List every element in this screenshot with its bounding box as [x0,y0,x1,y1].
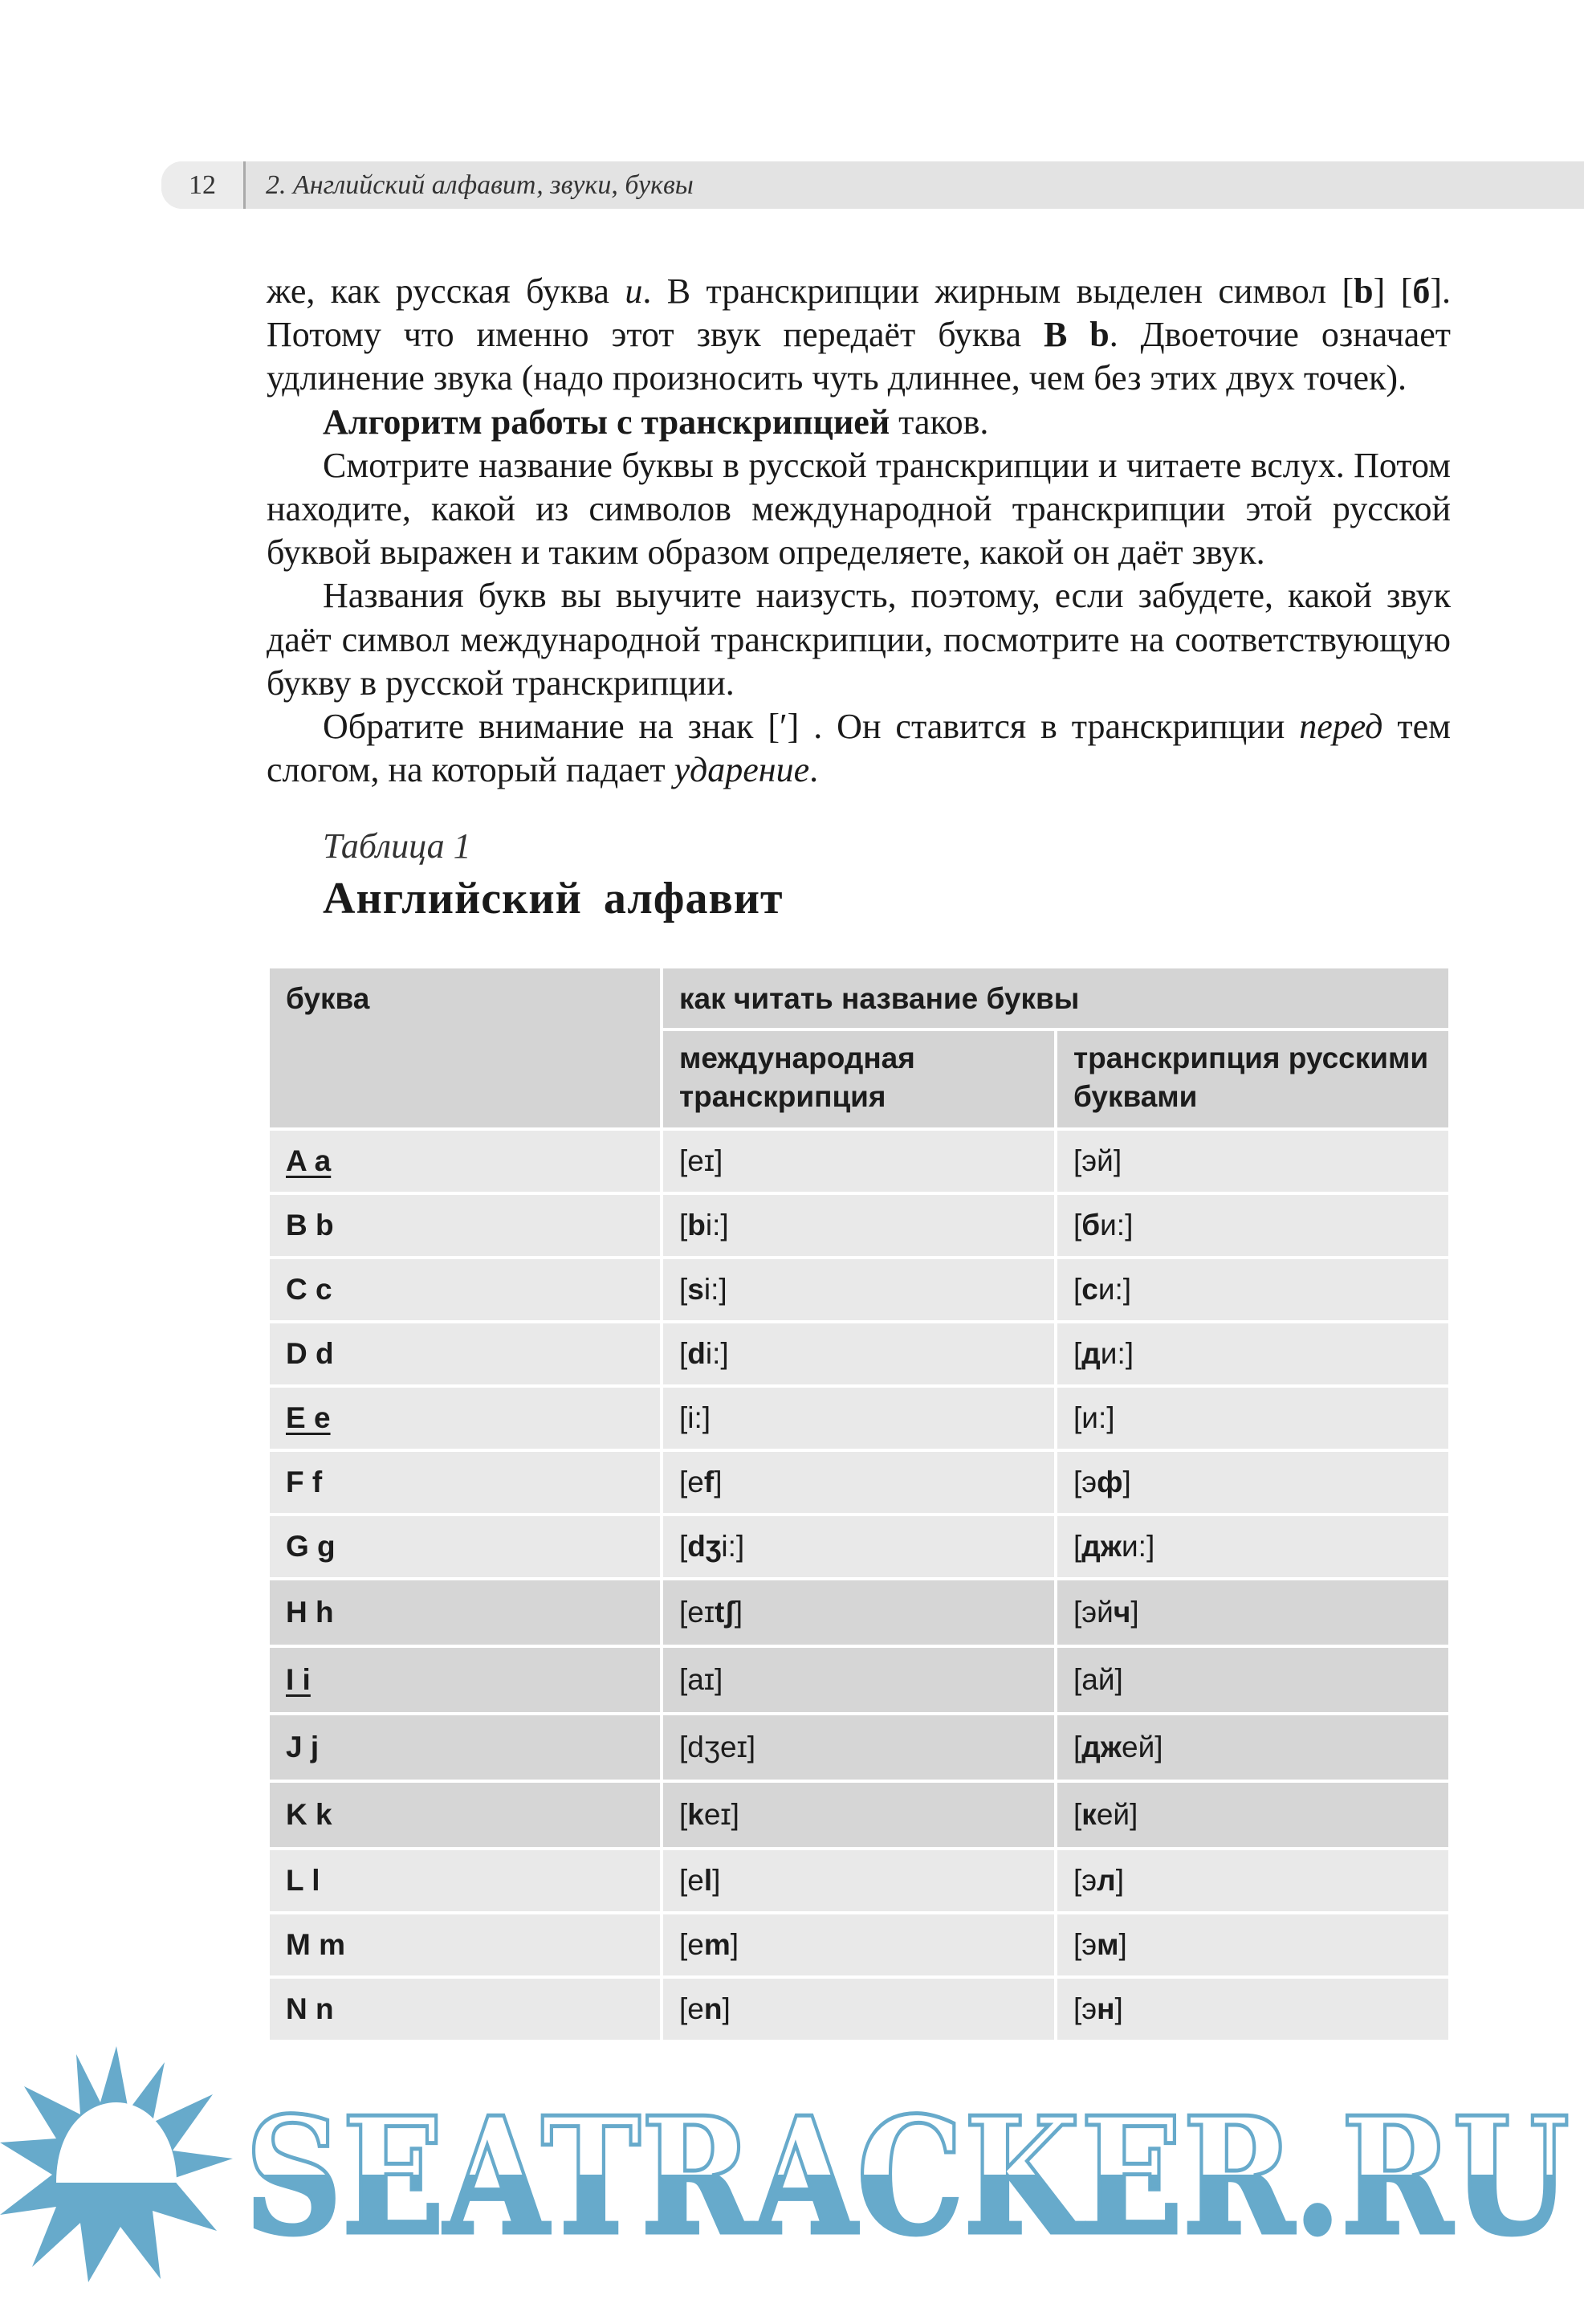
transcription-bold: d [687,1337,706,1371]
text: же, как русская буква [267,271,625,311]
transcription-text: [i:] [679,1401,711,1435]
header-russian: транскрипция русскими буквами [1057,1031,1448,1127]
transcription-bold: н [1097,1992,1115,2026]
table-row [270,1452,1448,1513]
transcription-text: ] [714,1466,723,1499]
cell-international [663,1259,1054,1320]
cell-letter [270,1979,660,2040]
transcription-text: ] [1122,1466,1131,1499]
letter-text: C c [286,1273,332,1307]
letter-text: A a [286,1144,332,1178]
transcription-text: ] [1114,1992,1123,2026]
cell-russian [1057,1259,1448,1320]
watermark-text: SEATRACKER.RU [245,2082,1570,2272]
transcription-text: [ [679,1209,688,1242]
table-row [270,1783,1448,1847]
text: тем слогом, на который падает [267,707,1452,790]
cell-international [663,1783,1054,1847]
cell-letter [270,1648,660,1712]
cell-russian [1057,1452,1448,1513]
transcription-text: [ [1073,1273,1082,1307]
text: Обратите внимание на знак [ʹ] . Он ставится в транскрипции [323,707,1300,747]
letter-text: B b [286,1209,334,1242]
cell-letter [270,1580,660,1645]
cell-russian [1057,1850,1448,1911]
text-italic: ударение [674,750,810,790]
letter-text: J j [286,1731,320,1764]
text-bold: B b [1043,315,1110,355]
cell-russian [1057,1516,1448,1577]
cell-letter [270,1850,660,1911]
table-row [270,1131,1448,1192]
cell-letter [270,1323,660,1384]
transcription-text: и:] [1097,1273,1132,1307]
cell-international [663,1715,1054,1780]
transcription-text: ей] [1122,1731,1163,1764]
transcription-text: [ [1073,1337,1082,1371]
letter-text: H h [286,1596,334,1629]
cell-letter [270,1452,660,1513]
text-italic: перед [1299,707,1383,747]
table-row [270,1914,1448,1975]
cell-russian [1057,1388,1448,1449]
transcription-bold: м [1097,1928,1119,1962]
cell-international [663,1131,1054,1192]
paragraph: Смотрите название буквы в русской транскрипции и читаете вслух. Потом находите, какой из символов международной транскрипции этой русской буквой выражен и таким образом определяете, какой он даёт звук. [267,445,1451,573]
letter-text: F f [286,1466,323,1499]
cell-russian [1057,1715,1448,1780]
cell-letter [270,1259,660,1320]
transcription-bold: с [1081,1273,1098,1307]
transcription-bold: к [1081,1798,1097,1832]
sun-logo-icon [0,2046,233,2282]
cell-russian [1057,1783,1448,1847]
transcription-text: [э [1073,1992,1097,2026]
table-row [270,1388,1448,1449]
table-row [270,1648,1448,1712]
text: ]. Потому что именно этот звук передаёт буква [267,271,1451,355]
transcription-text: ] [1130,1596,1139,1629]
letter-text: G g [286,1530,336,1564]
text-bold: б [1412,271,1431,311]
cell-letter [270,1715,660,1780]
text-bold: Алгоритм работы с транскрипцией [323,402,890,442]
transcription-bold: m [703,1928,731,1962]
transcription-bold: b [687,1209,706,1242]
cell-russian [1057,1914,1448,1975]
transcription-bold: ф [1097,1466,1123,1499]
transcription-text: ] [712,1864,721,1898]
cell-letter [270,1195,660,1256]
transcription-bold: л [1097,1864,1116,1898]
transcription-text: [эй [1073,1596,1114,1629]
cell-russian [1057,1131,1448,1192]
transcription-bold: tʃ [715,1596,735,1629]
transcription-text: и:] [1100,1209,1134,1242]
text: таков. [890,402,989,442]
table-row [270,1323,1448,1384]
transcription-text: [e [679,1992,704,2026]
paragraph [267,270,1451,401]
transcription-text: ей] [1096,1798,1138,1832]
transcription-bold: дж [1081,1530,1122,1564]
cell-international [663,1516,1054,1577]
cell-international [663,1452,1054,1513]
table-row [270,1259,1448,1320]
transcription-text: [aɪ] [679,1663,723,1697]
letter-text: I i [286,1663,311,1697]
transcription-text: eɪ] [703,1798,739,1832]
letter-text: N n [286,1992,334,2026]
transcription-text: [и:] [1073,1401,1115,1435]
transcription-text: i:] [721,1530,745,1564]
transcription-text: i:] [703,1273,727,1307]
transcription-text: [e [679,1928,704,1962]
transcription-bold: ч [1113,1596,1131,1629]
cell-letter [270,1131,660,1192]
transcription-text: [ [679,1337,688,1371]
watermark [0,2046,1584,2282]
cell-letter [270,1516,660,1577]
transcription-text: [ай] [1073,1663,1123,1697]
cell-russian [1057,1195,1448,1256]
transcription-text: [eɪ [679,1596,715,1629]
transcription-text: [э [1073,1864,1097,1898]
text: ] [ [1373,271,1413,311]
transcription-text: [ [1073,1530,1082,1564]
table-row [270,1195,1448,1256]
chapter-title: 2. Английский алфавит, звуки, буквы [266,170,694,200]
cell-russian [1057,1323,1448,1384]
transcription-text: [ [1073,1798,1082,1832]
cell-international [663,1850,1054,1911]
transcription-bold: f [703,1466,715,1499]
cell-russian [1057,1580,1448,1645]
letter-text: D d [286,1337,334,1371]
transcription-bold: б [1081,1209,1101,1242]
page-number: 12 [161,161,243,209]
text-bold: b [1354,271,1374,311]
table-title: Английский алфавит [323,874,784,924]
text: . [809,750,819,790]
transcription-text: [ [679,1530,688,1564]
cell-international [663,1388,1054,1449]
table-row [270,1979,1448,2040]
paragraph: Названия букв вы выучите наизусть, поэтому, если забудете, какой звук даёт символ международной транскрипции, посмотрите на соответствующую букву в русской транскрипции. [267,576,1451,703]
text-italic: и [625,271,643,311]
text: . Двоеточие означает удлинение звука (надо произносить чуть длиннее, чем без этих двух точек). [267,315,1451,398]
table-row [270,1715,1448,1780]
transcription-text: [dʒeɪ] [679,1731,756,1764]
transcription-text: i:] [705,1337,729,1371]
header-letter: буква [270,968,660,1127]
table-row [270,1850,1448,1911]
letter-text: L l [286,1864,320,1898]
transcription-text: [e [679,1864,704,1898]
cell-letter [270,1783,660,1847]
body-text [267,270,1451,792]
letter-text: M m [286,1928,345,1962]
transcription-text: [ [1073,1731,1082,1764]
cell-russian [1057,1979,1448,2040]
transcription-text: ] [722,1992,731,2026]
transcription-text: [ [1073,1209,1082,1242]
transcription-text: и:] [1122,1530,1155,1564]
header-how-to-read: как читать название буквы [663,968,1448,1028]
text: . В транскрипции жирным выделен символ [ [642,271,1354,311]
cell-letter [270,1388,660,1449]
cell-international [663,1914,1054,1975]
transcription-text: [ [679,1798,688,1832]
table-caption: Таблица 1 [323,826,471,866]
letter-text: K k [286,1798,332,1832]
transcription-text: ] [1118,1928,1127,1962]
transcription-text: [э [1073,1466,1097,1499]
cell-letter [270,1914,660,1975]
table-row [270,1516,1448,1577]
transcription-bold: k [687,1798,704,1832]
transcription-text: [эй] [1073,1144,1122,1178]
transcription-text: и:] [1100,1337,1134,1371]
transcription-text: ] [734,1596,743,1629]
transcription-bold: dʒ [687,1530,722,1564]
cell-russian [1057,1648,1448,1712]
transcription-text: [eɪ] [679,1144,723,1178]
letter-text: E e [286,1401,331,1435]
transcription-text: i:] [705,1209,729,1242]
paragraph [267,705,1451,792]
transcription-text: [э [1073,1928,1097,1962]
header-international: международная транскрипция [663,1031,1054,1127]
cell-international [663,1323,1054,1384]
transcription-bold: д [1081,1337,1101,1371]
cell-international [663,1195,1054,1256]
paragraph [267,401,1451,444]
transcription-bold: s [687,1273,704,1307]
transcription-text: [e [679,1466,704,1499]
transcription-bold: l [703,1864,713,1898]
transcription-bold: n [703,1992,723,2026]
transcription-bold: дж [1081,1731,1122,1764]
table-body [270,1131,1448,2040]
alphabet-table [267,965,1452,2043]
cell-international [663,1580,1054,1645]
transcription-text: [ [679,1273,688,1307]
table-row [270,1580,1448,1645]
cell-international [663,1648,1054,1712]
cell-international [663,1979,1054,2040]
transcription-text: ] [1115,1864,1124,1898]
transcription-text: ] [730,1928,739,1962]
